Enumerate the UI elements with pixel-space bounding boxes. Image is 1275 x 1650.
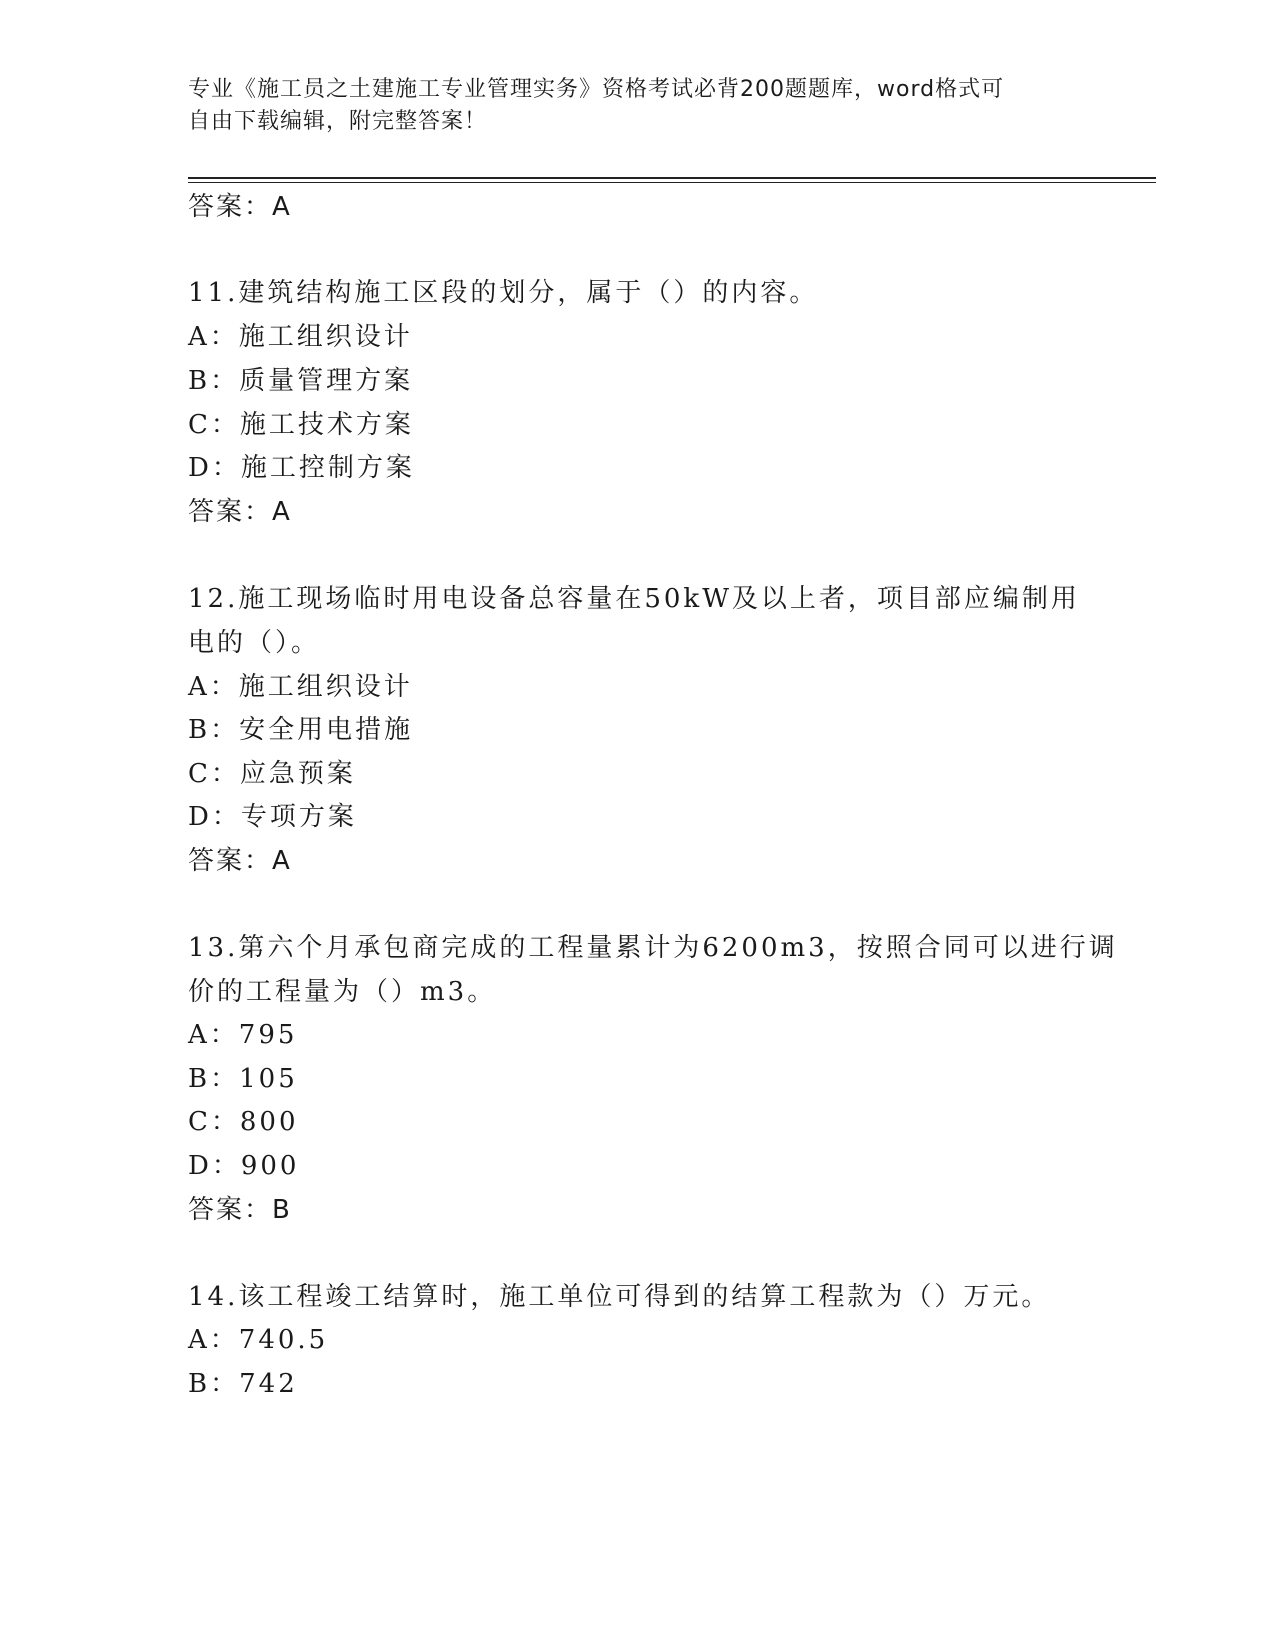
page-header bbox=[188, 74, 1068, 138]
question-13-stem-line-2: 价的工程量为（）m3。 bbox=[188, 977, 497, 1007]
question-12-option-d: D：专项方案 bbox=[188, 802, 357, 832]
question-13-option-b: B：105 bbox=[188, 1064, 298, 1094]
header-rule-thin bbox=[188, 182, 1156, 183]
question-11-option-b: B：质量管理方案 bbox=[188, 366, 414, 396]
question-13-option-a: A：795 bbox=[188, 1020, 298, 1050]
question-11-stem: 11.建筑结构施工区段的划分，属于（）的内容。 bbox=[188, 278, 819, 308]
header-line-1: 专业《施工员之土建施工专业管理实务》资格考试必背200题题库，word格式可 bbox=[188, 77, 1005, 102]
question-14-stem: 14.该工程竣工结算时，施工单位可得到的结算工程款为（）万元。 bbox=[188, 1282, 1051, 1312]
answer-previous: 答案：A bbox=[188, 192, 292, 222]
question-11-option-c: C：施工技术方案 bbox=[188, 410, 414, 440]
header-rule-thick bbox=[188, 177, 1156, 179]
question-11-answer: 答案：A bbox=[188, 497, 292, 527]
question-12-option-a: A：施工组织设计 bbox=[188, 672, 413, 702]
question-13-stem-line-1: 13.第六个月承包商完成的工程量累计为6200m3，按照合同可以进行调 bbox=[188, 933, 1118, 963]
question-14-option-b: B：742 bbox=[188, 1369, 298, 1399]
header-line-2: 自由下载编辑，附完整答案！ bbox=[188, 109, 488, 134]
question-13-option-c: C：800 bbox=[188, 1107, 299, 1137]
question-11-option-a: A：施工组织设计 bbox=[188, 322, 413, 352]
question-11-option-d: D：施工控制方案 bbox=[188, 453, 415, 483]
question-12-stem-line-1: 12.施工现场临时用电设备总容量在50kW及以上者，项目部应编制用 bbox=[188, 584, 1080, 614]
question-14-option-a: A：740.5 bbox=[188, 1325, 329, 1355]
question-13-option-d: D：900 bbox=[188, 1151, 300, 1181]
question-13-answer: 答案：B bbox=[188, 1195, 292, 1225]
question-12-answer: 答案：A bbox=[188, 846, 292, 876]
question-12-option-c: C：应急预案 bbox=[188, 759, 356, 789]
question-12-option-b: B：安全用电措施 bbox=[188, 715, 414, 745]
question-12-stem-line-2: 电的（）。 bbox=[188, 628, 321, 658]
